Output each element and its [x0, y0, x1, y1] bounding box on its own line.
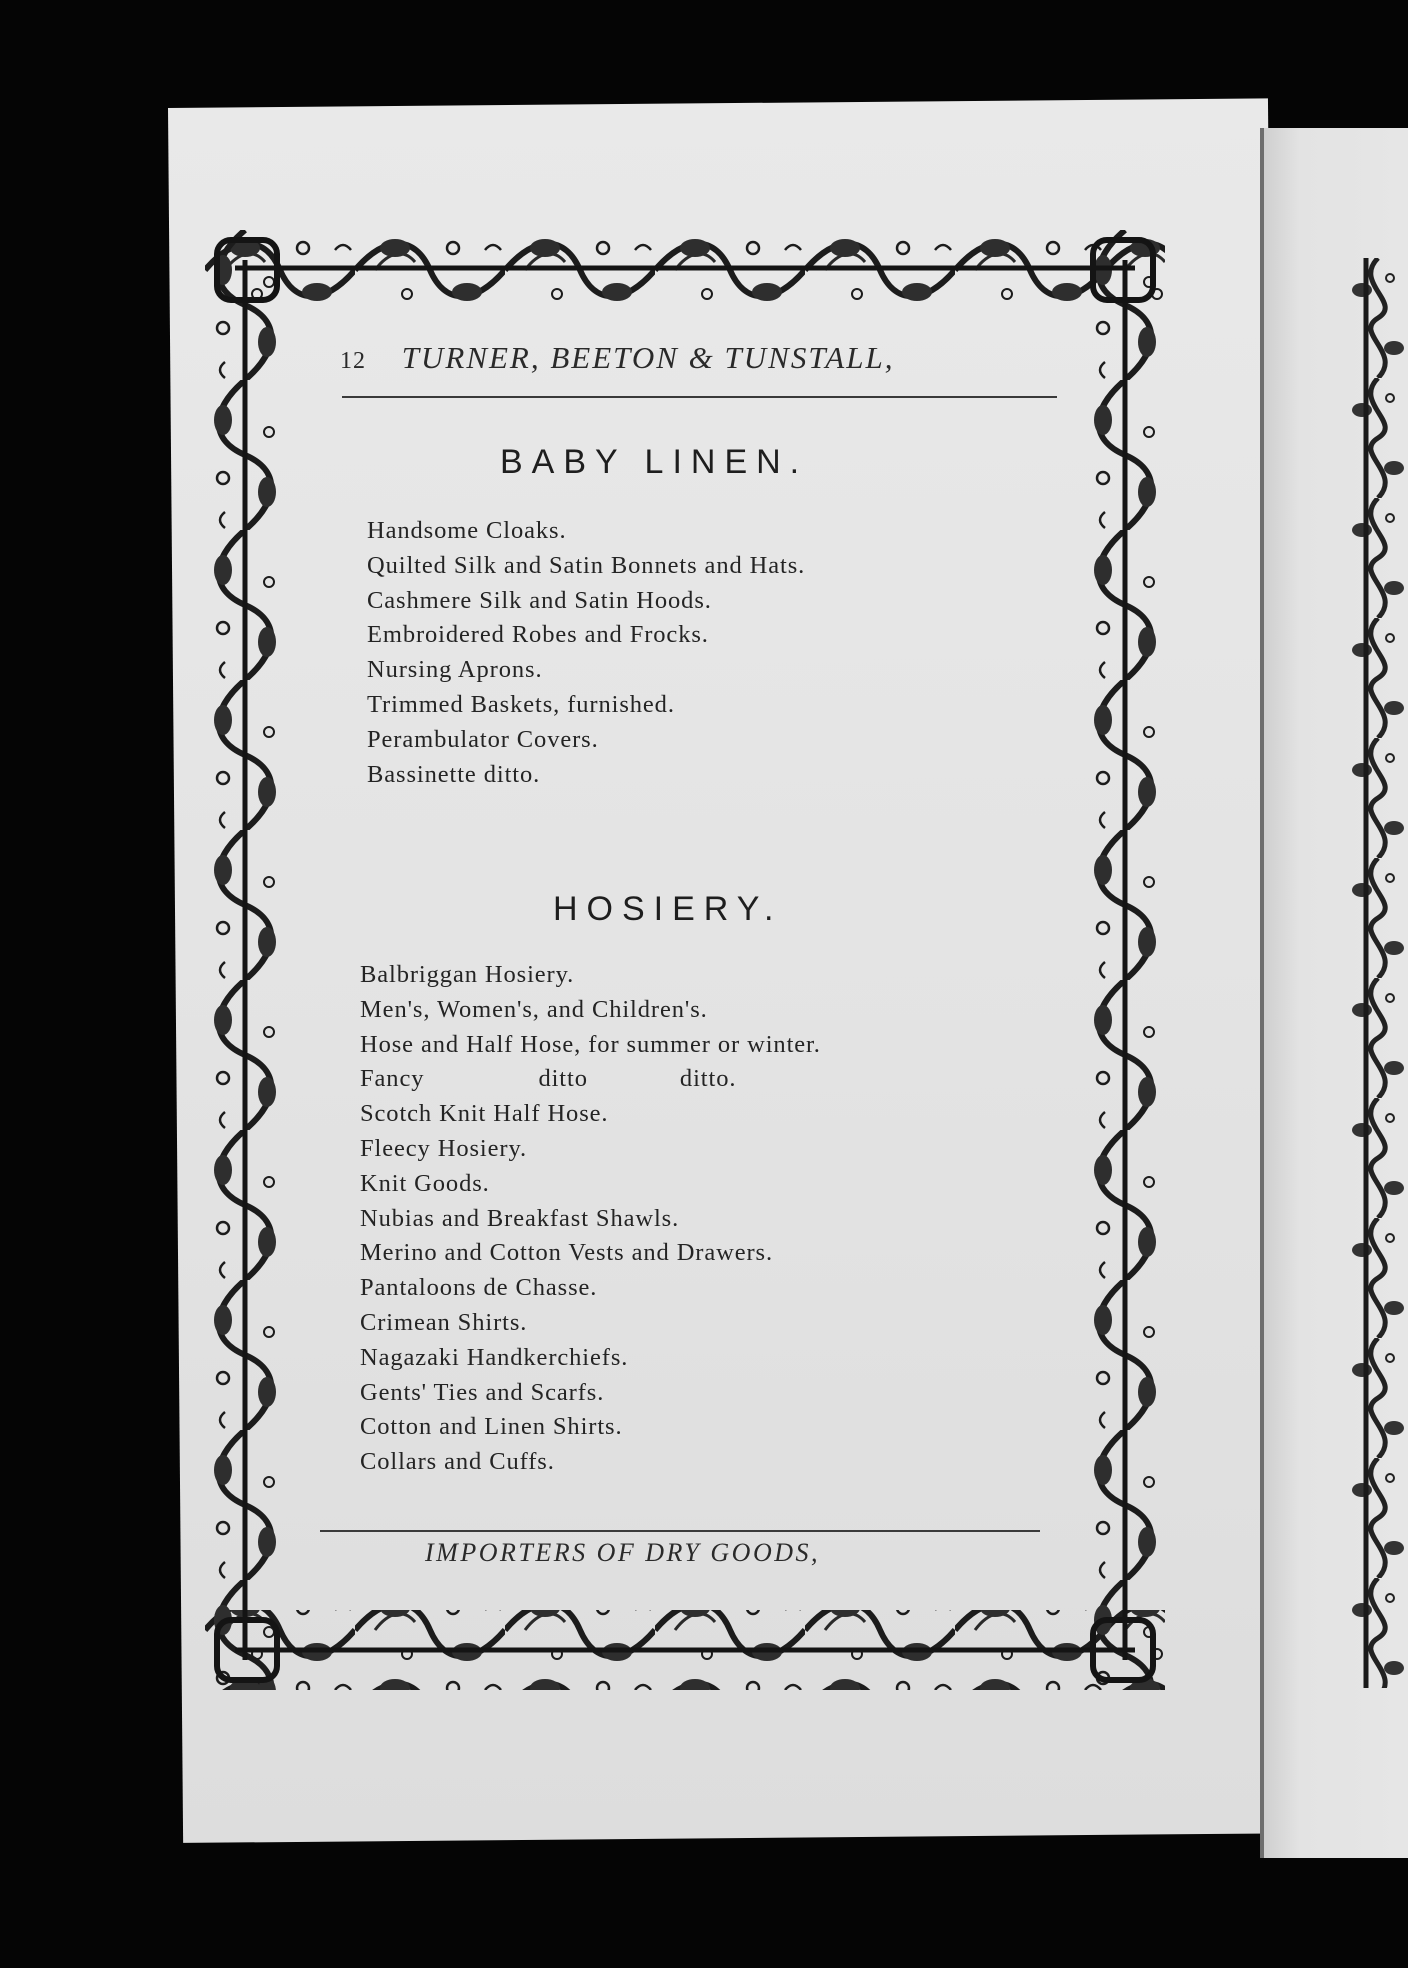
running-header	[340, 340, 1060, 376]
list-item: Knit Goods.	[360, 1169, 490, 1197]
list-item: Pantaloons de Chasse.	[360, 1274, 598, 1302]
list-item: Gents' Ties and Scarfs.	[360, 1378, 605, 1406]
list-item: Crimean Shirts.	[360, 1308, 528, 1336]
list-item: Nagazaki Handkerchiefs.	[360, 1343, 629, 1371]
list-item: Nubias and Breakfast Shawls.	[360, 1204, 680, 1232]
list-item: Hose and Half Hose, for summer or winter.	[360, 1030, 821, 1058]
list-item: Quilted Silk and Satin Bonnets and Hats.	[367, 551, 806, 579]
baby-linen-list	[367, 514, 805, 792]
list-item: Bassinette ditto.	[367, 760, 541, 788]
list-item: Merino and Cotton Vests and Drawers.	[360, 1239, 773, 1267]
facing-page-border-ornament	[1348, 258, 1408, 1688]
list-item: Handsome Cloaks.	[367, 517, 567, 544]
book-gutter	[1260, 128, 1264, 1858]
section-heading-baby-linen: BABY LINEN.	[500, 443, 809, 481]
list-item: Perambulator Covers.	[367, 725, 599, 753]
list-item: Embroidered Robes and Frocks.	[367, 621, 709, 649]
list-item: Collars and Cuffs.	[360, 1448, 555, 1476]
list-item: Balbriggan Hosiery.	[360, 961, 575, 988]
list-item: Fleecy Hosiery.	[360, 1134, 528, 1162]
footer-rule	[320, 1530, 1040, 1532]
ditto-mark: ditto	[538, 1065, 588, 1093]
ditto-mark: ditto.	[679, 1065, 737, 1093]
list-item: Men's, Women's, and Children's.	[360, 995, 708, 1023]
page-number: 12	[340, 348, 366, 374]
running-footer: IMPORTERS OF DRY GOODS,	[425, 1538, 820, 1567]
header-title: TURNER, BEETON & TUNSTALL,	[401, 340, 895, 375]
section-heading-hosiery: HOSIERY.	[553, 890, 783, 928]
hosiery-list	[360, 958, 821, 1480]
list-item: Trimmed Baskets, furnished.	[367, 690, 675, 718]
list-item-fancy	[360, 1062, 821, 1097]
list-item: Nursing Aprons.	[367, 656, 543, 684]
list-item: Cotton and Linen Shirts.	[360, 1413, 623, 1441]
fancy-label: Fancy	[360, 1065, 425, 1093]
list-item: Scotch Knit Half Hose.	[360, 1100, 609, 1128]
list-item: Cashmere Silk and Satin Hoods.	[367, 586, 712, 614]
header-rule	[342, 396, 1057, 398]
